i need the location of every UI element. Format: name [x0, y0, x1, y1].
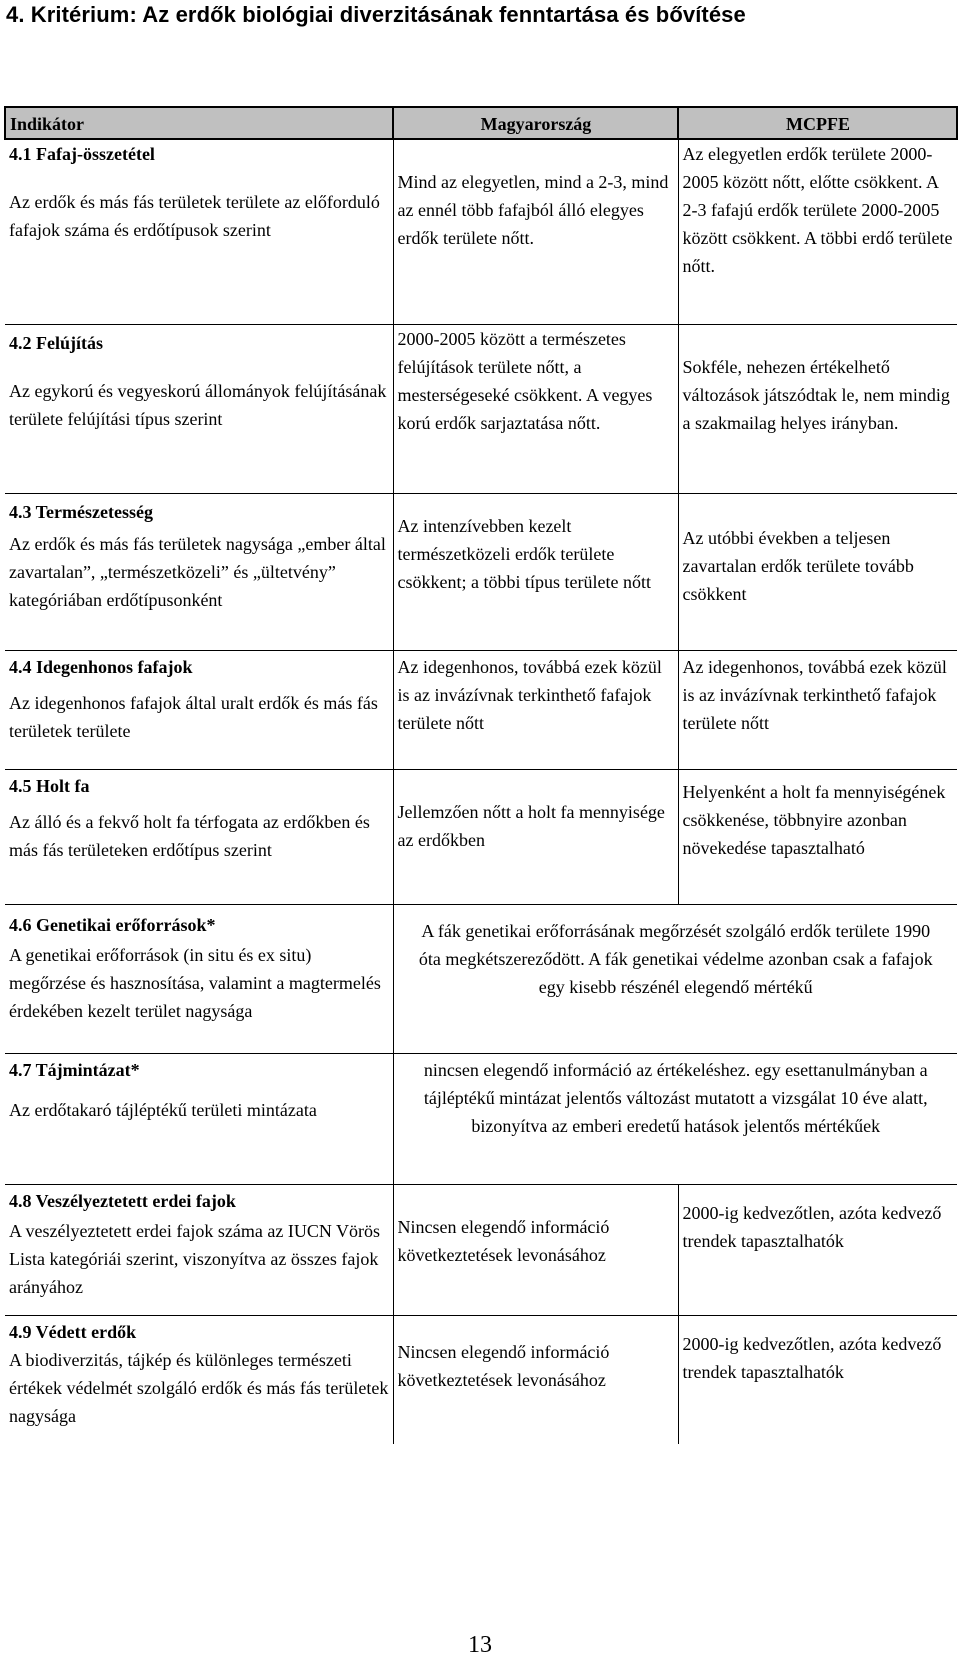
mcpfe-cell — [678, 1185, 957, 1316]
hungary-cell — [393, 1185, 678, 1316]
header-hungary: Magyarország — [393, 107, 678, 139]
indicator-description: Az erdők és más fás területek területe az előforduló fafajok száma és erdőtípusok szerint — [9, 192, 380, 240]
indicator-description: Az álló és a fekvő holt fa térfogata az erdőkben és más fás területeken erdőtípus szerint — [9, 812, 370, 860]
indicator-description: Az erdők és más fás területek nagysága „ember által zavartalan”, „természetközeli” és „ültetvény” kategóriában erdőtípusonként — [9, 534, 386, 610]
combined-text: nincsen elegendő információ az értékeléshez. egy esettanulmányban a tájléptékű mintázat jelentős változást mutatott a vizsgálat 10 éve alatt, bizonyítva az emberi eredetű hatások jelentős mértékűek — [423, 1060, 928, 1136]
mcpfe-cell — [678, 651, 957, 770]
mcpfe-text: Az idegenhonos, továbbá ezek közül is az invázívnak terkinthető fafajok területe nőtt — [682, 657, 947, 733]
table-row — [5, 651, 957, 770]
hungary-cell — [393, 770, 678, 905]
mcpfe-cell — [678, 494, 957, 651]
combined-text: A fák genetikai erőforrásának megőrzését szolgáló erdők területe 1990 óta megkétszereződött. A fák genetikai védelme azonban csak a fafajok egy kisebb részénél elegendő mértékű — [418, 921, 933, 997]
indicator-title: 4.7 Tájmintázat* — [9, 1060, 140, 1080]
table-row — [5, 770, 957, 905]
mcpfe-cell — [678, 139, 957, 325]
mcpfe-text: Helyenként a holt fa mennyiségének csökkenése, többnyire azonban növekedése tapasztalható — [682, 782, 946, 858]
indicator-title: 4.1 Fafaj-összetétel — [9, 144, 155, 164]
table-row — [5, 1054, 957, 1185]
combined-cell — [393, 1054, 957, 1185]
indicator-cell — [5, 770, 393, 905]
indicator-title: 4.5 Holt fa — [9, 776, 90, 796]
hungary-text: Nincsen elegendő információ következtetések levonásához — [397, 1217, 610, 1265]
mcpfe-text: 2000-ig kedvezőtlen, azóta kedvező trendek tapasztalhatók — [682, 1334, 942, 1382]
page-number: 13 — [468, 1632, 492, 1658]
hungary-cell — [393, 1316, 678, 1445]
table-header-row — [5, 107, 957, 139]
hungary-cell — [393, 325, 678, 494]
indicator-cell — [5, 1054, 393, 1185]
hungary-text: 2000-2005 között a természetes felújítások területe nőtt, a mesterségeseké csökkent. A vegyes korú erdők sarjaztatása nőtt. — [397, 329, 653, 433]
indicator-description: Az erdőtakaró tájléptékű területi mintázata — [9, 1100, 317, 1120]
table-row — [5, 494, 957, 651]
indicator-cell — [5, 1185, 393, 1316]
indicator-description: Az idegenhonos fafajok által uralt erdők és más fás területek területe — [9, 693, 378, 741]
indicator-title: 4.2 Felújítás — [9, 333, 103, 353]
hungary-cell — [393, 651, 678, 770]
indicator-cell — [5, 1316, 393, 1445]
indicator-description: A veszélyeztetett erdei fajok száma az IUCN Vörös Lista kategóriái szerint, viszonyítva az összes fajok arányához — [9, 1221, 381, 1297]
table-row — [5, 139, 957, 325]
header-indicator: Indikátor — [5, 107, 393, 139]
mcpfe-cell — [678, 1316, 957, 1445]
hungary-text: Mind az elegyetlen, mind a 2-3, mind az ennél több fafajból álló elegyes erdők területe nőtt. — [397, 172, 669, 248]
mcpfe-cell — [678, 325, 957, 494]
hungary-cell — [393, 494, 678, 651]
header-mcpfe: MCPFE — [678, 107, 957, 139]
hungary-text: Az idegenhonos, továbbá ezek közül is az invázívnak terkinthető fafajok területe nőtt — [397, 657, 662, 733]
indicator-title: 4.9 Védett erdők — [9, 1322, 137, 1342]
mcpfe-text: Az utóbbi években a teljesen zavartalan erdők területe tovább csökkent — [682, 528, 914, 604]
criterion-table — [4, 106, 958, 1444]
page-title: 4. Kritérium: Az erdők biológiai diverzitásának fenntartása és bővítése — [6, 2, 746, 27]
indicator-description: A genetikai erőforrások (in situ és ex situ) megőrzése és hasznosítása, valamint a magtermelés érdekében kezelt terület nagysága — [9, 945, 381, 1021]
indicator-title: 4.6 Genetikai erőforrások* — [9, 915, 216, 935]
indicator-cell — [5, 139, 393, 325]
indicator-description: A biodiverzitás, tájkép és különleges természeti értékek védelmét szolgáló erdők és más fás területek nagysága — [9, 1350, 389, 1426]
mcpfe-cell — [678, 770, 957, 905]
hungary-text: Az intenzívebben kezelt természetközeli erdők területe csökkent; a többi típus területe nőtt — [397, 516, 651, 592]
mcpfe-text: Sokféle, nehezen értékelhető változások játszódtak le, nem mindig a szakmailag helyes irányban. — [682, 357, 950, 433]
indicator-description: Az egykorú és vegyeskorú állományok felújításának területe felújítási típus szerint — [9, 381, 387, 429]
indicator-cell — [5, 325, 393, 494]
indicator-cell — [5, 651, 393, 770]
indicator-cell — [5, 905, 393, 1054]
table-row — [5, 905, 957, 1054]
hungary-text: Jellemzően nőtt a holt fa mennyisége az erdőkben — [397, 802, 665, 850]
indicator-title: 4.4 Idegenhonos fafajok — [9, 657, 193, 677]
indicator-title: 4.3 Természetesség — [9, 502, 153, 522]
combined-cell — [393, 905, 957, 1054]
mcpfe-text: 2000-ig kedvezőtlen, azóta kedvező trendek tapasztalhatók — [682, 1203, 942, 1251]
indicator-title: 4.8 Veszélyeztetett erdei fajok — [9, 1191, 236, 1211]
mcpfe-text: Az elegyetlen erdők területe 2000-2005 között nőtt, előtte csökkent. A 2-3 fafajú erdők területe 2000-2005 között csökkent. A többi erdő területe nőtt. — [682, 144, 953, 276]
indicator-cell — [5, 494, 393, 651]
table-row — [5, 1316, 957, 1445]
table-row — [5, 325, 957, 494]
hungary-text: Nincsen elegendő információ következtetések levonásához — [397, 1342, 610, 1390]
hungary-cell — [393, 139, 678, 325]
table-row — [5, 1185, 957, 1316]
